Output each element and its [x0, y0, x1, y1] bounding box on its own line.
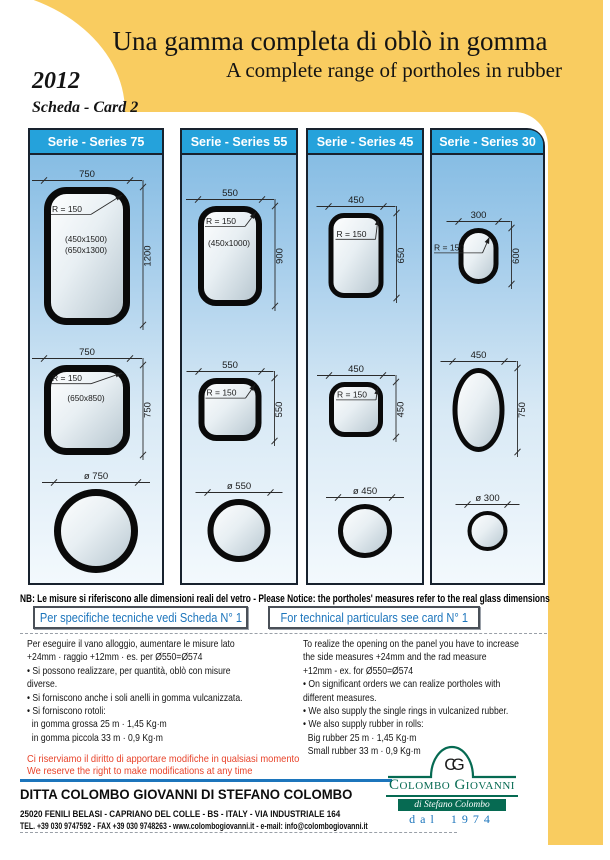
porthole-drawing	[308, 193, 422, 303]
svg-text:450: 450	[348, 195, 364, 206]
svg-text:550: 550	[222, 360, 238, 371]
banner-technical-en	[268, 606, 480, 629]
svg-text:ø 300: ø 300	[475, 492, 500, 504]
svg-text:R = 150: R = 150	[206, 387, 237, 398]
porthole-drawing	[182, 186, 296, 311]
page-title-english: A complete range of portholes in rubber	[226, 58, 562, 82]
svg-text:R = 150: R = 150	[336, 228, 367, 239]
porthole-cell	[308, 155, 422, 341]
logo-since-year: dal 1974	[409, 812, 495, 826]
porthole-drawing	[30, 345, 162, 460]
series-body	[30, 155, 162, 583]
series-header: Serie - Series 75	[30, 130, 162, 155]
banner-technical-it-text: Per specifiche tecniche vedi Scheda N° 1	[39, 610, 242, 625]
porthole-cell	[308, 463, 422, 583]
note-line: Small rubber 33 m · 0,9 Kg·m	[303, 745, 421, 758]
porthole-cell	[308, 341, 422, 463]
porthole-cell	[30, 155, 162, 341]
svg-text:550: 550	[274, 401, 285, 418]
notes-italian	[27, 638, 298, 745]
svg-text:(450x1500): (450x1500)	[65, 233, 107, 244]
note-line: • We also supply rubber in rolls:	[303, 718, 424, 731]
series-body	[308, 155, 422, 583]
series-column	[28, 128, 164, 585]
disclaimer-italian: Ci riserviamo il diritto di apportare modifiche in qualsiasi momento	[27, 754, 300, 765]
svg-text:750: 750	[517, 401, 528, 418]
note-line: the side measures +24mm and the rad measure	[303, 651, 487, 664]
svg-text:750: 750	[79, 168, 95, 180]
svg-text:R = 150: R = 150	[206, 215, 237, 226]
note-line: in gomma grossa 25 m · 1,45 Kg·m	[27, 718, 167, 731]
svg-text:ø 550: ø 550	[226, 481, 252, 492]
company-contacts-text: TEL. +39 030 9747592 - FAX +39 030 9748263 - www.colombogiovanni.it - e-mail: info@colombogiovanni.it	[20, 821, 368, 831]
svg-text:(650x1300): (650x1300)	[65, 244, 107, 255]
porthole-drawing	[432, 348, 543, 457]
banner-technical-en-text: For technical particulars see card N° 1	[280, 610, 468, 625]
logo-monogram: CG	[444, 755, 460, 774]
svg-text:ø 750: ø 750	[83, 470, 109, 482]
note-line: • Si forniscono anche i soli anelli in gomma vulcanizzata.	[27, 691, 243, 704]
porthole-cell	[432, 155, 543, 341]
nb-note	[20, 589, 550, 607]
porthole-drawing	[432, 491, 543, 556]
porthole-drawing	[308, 362, 422, 442]
porthole-cell	[182, 463, 296, 583]
svg-text:300: 300	[470, 209, 487, 221]
svg-text:(450x1000): (450x1000)	[208, 237, 250, 248]
svg-text:R = 150: R = 150	[52, 372, 83, 383]
company-address-text: 25020 FENILI BELASI - CAPRIANO DEL COLLE - BS - ITALY - VIA INDUSTRIALE 164	[20, 809, 341, 820]
porthole-cell	[432, 463, 543, 583]
svg-text:450: 450	[470, 349, 487, 361]
logo-subtitle: di Stefano Colombo	[398, 799, 506, 811]
logo-arch-icon	[386, 742, 518, 779]
svg-text:450: 450	[348, 364, 364, 375]
porthole-cell	[432, 341, 543, 463]
disclaimer-english: We reserve the right to make modifications at any time	[27, 765, 253, 777]
logo-company-name: Colombo Giovanni	[386, 777, 518, 797]
note-line: +12mm - ex. for Ø550=Ø574	[303, 664, 414, 677]
note-line: • Si forniscono rotoli:	[27, 705, 106, 718]
porthole-cell	[30, 341, 162, 463]
porthole-drawing	[182, 479, 296, 567]
company-name: DITTA COLOMBO GIOVANNI DI STEFANO COLOMBO	[20, 786, 353, 802]
svg-text:R = 150: R = 150	[434, 241, 465, 252]
svg-text:1200: 1200	[142, 244, 154, 267]
note-line: • On significant orders we can realize portholes with	[303, 678, 501, 691]
porthole-cell	[182, 341, 296, 463]
porthole-drawing	[30, 167, 162, 330]
series-column	[306, 128, 424, 585]
note-line: +24mm · raggio +12mm · es. per Ø550=Ø574	[27, 651, 203, 664]
svg-text:450: 450	[395, 401, 407, 418]
footer-blue-rule	[20, 779, 392, 782]
svg-text:750: 750	[142, 401, 154, 418]
svg-text:R = 150: R = 150	[52, 203, 83, 214]
svg-text:ø 450: ø 450	[352, 485, 378, 497]
note-line: • We also supply the single rings in vulcanized rubber.	[303, 705, 509, 718]
porthole-drawing	[182, 358, 296, 446]
series-column	[180, 128, 298, 585]
nb-note-text: NB: Le misure si riferiscono alle dimensioni reali del vetro - Please Notice: the portholes' measures refer to the real glass dimensions	[20, 593, 550, 605]
notes-english	[303, 638, 549, 759]
svg-text:900: 900	[274, 247, 286, 264]
page-title-italian: Una gamma completa di oblò in gomma	[112, 26, 548, 56]
svg-text:550: 550	[222, 187, 238, 199]
series-body	[182, 155, 296, 583]
note-line: Per eseguire il vano alloggio, aumentare le misure lato	[27, 638, 235, 650]
series-header: Serie - Series 55	[182, 130, 296, 155]
porthole-cell	[182, 155, 296, 341]
dashed-divider-top	[20, 633, 547, 634]
note-line: diverse.	[27, 678, 58, 691]
series-header: Serie - Series 45	[308, 130, 422, 155]
note-line: • Si possono realizzare, per quantità, oblò con misure	[27, 664, 231, 677]
series-body	[432, 155, 543, 583]
banner-technical-it	[33, 606, 248, 629]
series-header: Serie - Series 30	[432, 130, 543, 155]
company-logo	[386, 742, 518, 827]
note-line: To realize the opening on the panel you have to increase	[303, 638, 519, 650]
dashed-divider-bottom	[20, 832, 457, 833]
svg-text:R = 150: R = 150	[337, 389, 368, 400]
series-column	[430, 128, 545, 585]
svg-text:600: 600	[511, 247, 522, 264]
year-label: 2012	[32, 68, 80, 94]
porthole-drawing	[308, 484, 422, 563]
disclaimer	[27, 754, 299, 778]
svg-text:650: 650	[396, 247, 407, 264]
svg-text:750: 750	[79, 346, 95, 358]
note-line: Big rubber 25 m · 1,45 Kg·m	[303, 731, 417, 744]
porthole-drawing	[30, 469, 162, 578]
porthole-cell	[30, 463, 162, 583]
svg-text:(650x850): (650x850)	[67, 392, 105, 403]
note-line: in gomma piccola 33 m · 0,9 Kg·m	[27, 731, 163, 744]
note-line: different measures.	[303, 691, 377, 704]
card-number-label: Scheda - Card 2	[32, 99, 139, 116]
porthole-drawing	[432, 208, 543, 289]
